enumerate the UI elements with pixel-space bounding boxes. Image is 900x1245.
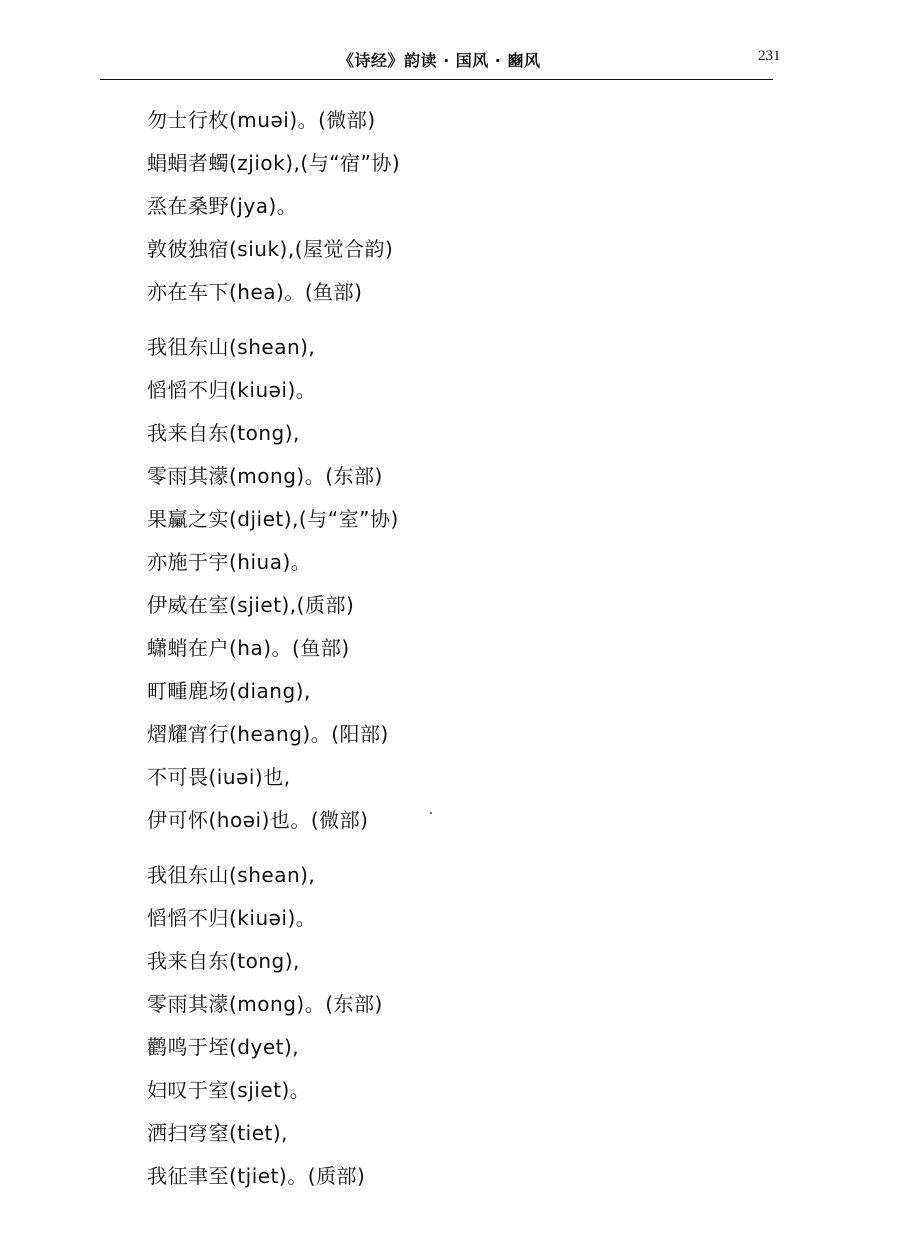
poem-line: 不可畏(iuəi)也, xyxy=(147,765,291,789)
poem-line: 烝在桑野(jya)。 xyxy=(147,194,298,218)
poem-line: 町畽鹿场(diang), xyxy=(147,679,311,703)
poem-line: 我征聿至(tjiet)。(质部) xyxy=(147,1164,366,1188)
poem-line: 亦在车下(hea)。(鱼部) xyxy=(147,280,363,304)
poem-line: 亦施于宇(hiua)。 xyxy=(147,550,312,574)
page-number: 231 xyxy=(758,48,781,64)
poem-line: 勿士行枚(muəi)。(微部) xyxy=(147,108,376,132)
poem-line: 零雨其濛(mong)。(东部) xyxy=(147,464,383,488)
poem-line: 鹳鸣于垤(dyet), xyxy=(147,1035,300,1059)
poem-line: 我来自东(tong), xyxy=(147,949,300,973)
scan-speck xyxy=(430,812,432,814)
poem-line: 蜎蜎者蠋(zjiok),(与“宿”协) xyxy=(147,151,401,175)
poem-line: 伊威在室(sjiet),(质部) xyxy=(147,593,355,617)
poem-line: 蟏蛸在户(ha)。(鱼部) xyxy=(147,636,350,660)
running-title: 《诗经》韵读 · 国风 · 豳风 xyxy=(338,51,541,70)
poem-line: 慆慆不归(kiuəi)。 xyxy=(147,906,317,930)
poem-line: 熠耀宵行(heang)。(阳部) xyxy=(147,722,389,746)
poem-line: 慆慆不归(kiuəi)。 xyxy=(147,378,317,402)
poem-line: 果臝之实(djiet),(与“室”协) xyxy=(147,507,399,531)
poem-line: 我徂东山(shean), xyxy=(147,863,316,887)
stanza-2 xyxy=(147,330,767,846)
header-rule xyxy=(100,79,773,80)
poem-line: 妇叹于室(sjiet)。 xyxy=(147,1078,311,1102)
poem-line: 我来自东(tong), xyxy=(147,421,300,445)
poem-line: 伊可怀(hoəi)也。(微部) xyxy=(147,808,369,832)
poem-text xyxy=(147,103,767,1202)
stanza-1 xyxy=(147,103,767,318)
poem-line: 零雨其濛(mong)。(东部) xyxy=(147,992,383,1016)
poem-line: 我徂东山(shean), xyxy=(147,335,316,359)
stanza-3 xyxy=(147,858,767,1202)
poem-line: 洒扫穹窒(tiet), xyxy=(147,1121,289,1145)
poem-line: 敦彼独宿(siuk),(屋觉合韵) xyxy=(147,237,394,261)
running-head xyxy=(0,48,900,72)
